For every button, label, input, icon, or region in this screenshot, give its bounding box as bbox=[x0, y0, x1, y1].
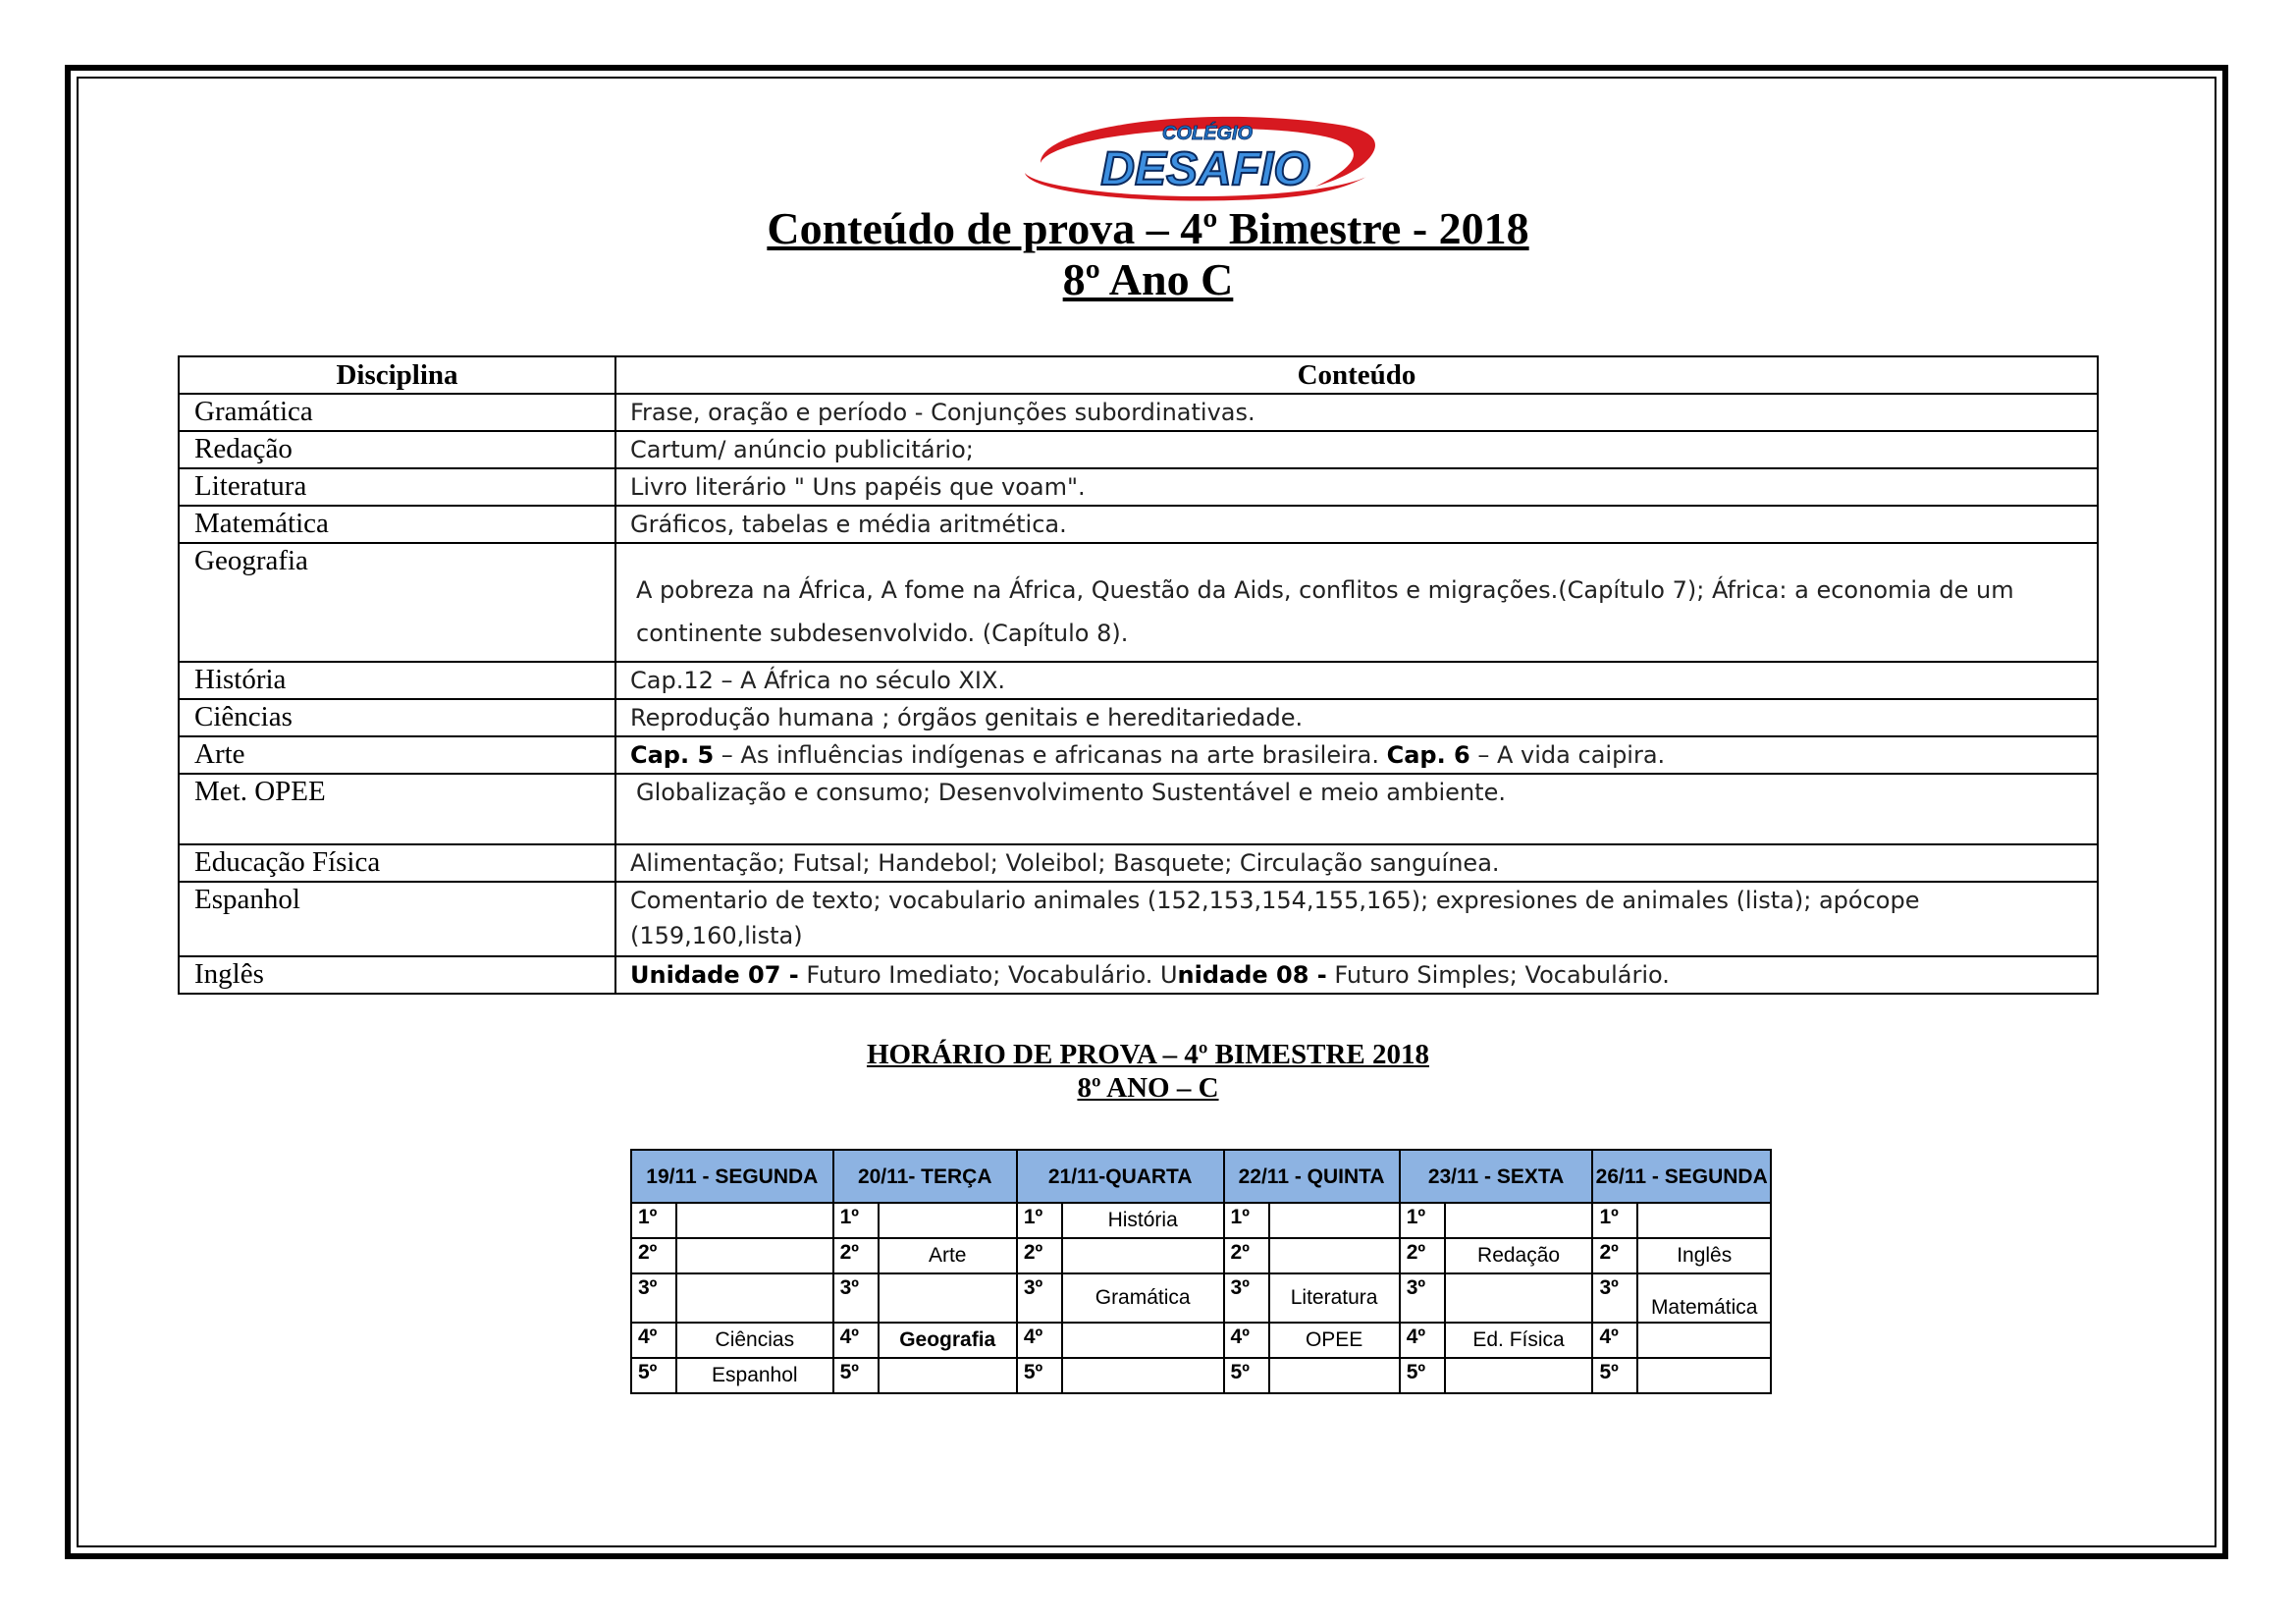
schedule-table bbox=[630, 1149, 1772, 1394]
schedule-row bbox=[631, 1323, 1771, 1358]
discipline-cell: Espanhol bbox=[179, 882, 615, 956]
slot-label: 2º bbox=[1400, 1238, 1445, 1273]
page-title: Conteúdo de prova – 4º Bimestre - 2018 bbox=[767, 203, 1529, 253]
table-row bbox=[179, 431, 2098, 468]
exam-cell bbox=[1445, 1273, 1593, 1323]
table-row bbox=[179, 662, 2098, 699]
exam-cell: Ed. Física bbox=[1445, 1323, 1593, 1358]
day-header: 21/11-QUARTA bbox=[1017, 1150, 1224, 1203]
exam-cell bbox=[1269, 1358, 1400, 1393]
exam-cell: Gramática bbox=[1062, 1273, 1224, 1323]
exam-cell bbox=[879, 1273, 1017, 1323]
slot-label: 2º bbox=[1592, 1238, 1637, 1273]
column-header-disciplina: Disciplina bbox=[179, 356, 615, 394]
slot-label: 3º bbox=[1224, 1273, 1269, 1323]
unit-label: Unidade 07 - bbox=[630, 961, 799, 989]
exam-cell bbox=[1062, 1323, 1224, 1358]
content-cell: Gráficos, tabelas e média aritmética. bbox=[615, 506, 2098, 543]
exam-cell bbox=[1269, 1203, 1400, 1238]
slot-label: 2º bbox=[1224, 1238, 1269, 1273]
slot-label: 2º bbox=[631, 1238, 676, 1273]
content-cell: Cap. 5 – As influências indígenas e africanas na arte brasileira. Cap. 6 – A vida caipira. bbox=[615, 736, 2098, 774]
table-row bbox=[179, 699, 2098, 736]
discipline-cell: Met. OPEE bbox=[179, 774, 615, 844]
slot-label: 1º bbox=[1224, 1203, 1269, 1238]
discipline-cell: Arte bbox=[179, 736, 615, 774]
discipline-cell: Matemática bbox=[179, 506, 615, 543]
exam-cell bbox=[879, 1203, 1017, 1238]
day-header: 22/11 - QUINTA bbox=[1224, 1150, 1400, 1203]
discipline-cell: Ciências bbox=[179, 699, 615, 736]
content-cell: Unidade 07 - Futuro Imediato; Vocabulário. Unidade 08 - Futuro Simples; Vocabulário. bbox=[615, 956, 2098, 994]
day-header: 20/11- TERÇA bbox=[833, 1150, 1017, 1203]
exam-cell: Espanhol bbox=[676, 1358, 833, 1393]
exam-cell bbox=[1445, 1203, 1593, 1238]
slot-label: 3º bbox=[1400, 1273, 1445, 1323]
slot-label: 5º bbox=[1592, 1358, 1637, 1393]
slot-label: 4º bbox=[1224, 1323, 1269, 1358]
exam-cell: Ciências bbox=[676, 1323, 833, 1358]
schedule-row bbox=[631, 1238, 1771, 1273]
schedule-header-row bbox=[631, 1150, 1771, 1203]
discipline-cell: História bbox=[179, 662, 615, 699]
exam-cell bbox=[1637, 1358, 1771, 1393]
day-header: 26/11 - SEGUNDA bbox=[1592, 1150, 1771, 1203]
content-cell: Cartum/ anúncio publicitário; bbox=[615, 431, 2098, 468]
schedule-title: HORÁRIO DE PROVA – 4º BIMESTRE 2018 bbox=[866, 1039, 1429, 1070]
colegio-desafio-logo bbox=[1021, 104, 1384, 206]
schedule-row bbox=[631, 1358, 1771, 1393]
slot-label: 5º bbox=[1017, 1358, 1062, 1393]
content-cell: Livro literário " Uns papéis que voam". bbox=[615, 468, 2098, 506]
exam-cell: Redação bbox=[1445, 1238, 1593, 1273]
chapter-label: Cap. 5 bbox=[630, 741, 715, 769]
slot-label: 2º bbox=[833, 1238, 879, 1273]
table-row bbox=[179, 468, 2098, 506]
slot-label: 5º bbox=[1224, 1358, 1269, 1393]
exam-cell bbox=[1637, 1323, 1771, 1358]
table-row bbox=[179, 736, 2098, 774]
table-row bbox=[179, 956, 2098, 994]
schedule-row bbox=[631, 1203, 1771, 1238]
svg-text:COLÉGIO: COLÉGIO bbox=[1161, 123, 1254, 144]
exam-cell bbox=[676, 1238, 833, 1273]
schedule-row bbox=[631, 1273, 1771, 1323]
chapter-label: Cap. 6 bbox=[1386, 741, 1470, 769]
exam-cell bbox=[1269, 1238, 1400, 1273]
content-cell: Reprodução humana ; órgãos genitais e hereditariedade. bbox=[615, 699, 2098, 736]
exam-cell bbox=[1637, 1203, 1771, 1238]
slot-label: 4º bbox=[631, 1323, 676, 1358]
slot-label: 3º bbox=[631, 1273, 676, 1323]
exam-cell: História bbox=[1062, 1203, 1224, 1238]
exam-cell: Literatura bbox=[1269, 1273, 1400, 1323]
slot-label: 2º bbox=[1017, 1238, 1062, 1273]
page-subtitle: 8º Ano C bbox=[1062, 254, 1234, 304]
slot-label: 1º bbox=[631, 1203, 676, 1238]
slot-label: 1º bbox=[833, 1203, 879, 1238]
exam-cell: Inglês bbox=[1637, 1238, 1771, 1273]
discipline-cell: Educação Física bbox=[179, 844, 615, 882]
slot-label: 1º bbox=[1017, 1203, 1062, 1238]
table-row bbox=[179, 543, 2098, 662]
exam-cell bbox=[1445, 1358, 1593, 1393]
day-header: 23/11 - SEXTA bbox=[1400, 1150, 1593, 1203]
slot-label: 1º bbox=[1400, 1203, 1445, 1238]
slot-label: 4º bbox=[1592, 1323, 1637, 1358]
content-cell: Comentario de texto; vocabulario animales (152,153,154,155,165); expresiones de animales (lista); apócope (159,160,lista) bbox=[615, 882, 2098, 956]
slot-label: 4º bbox=[1017, 1323, 1062, 1358]
schedule-subtitle: 8º ANO – C bbox=[1077, 1072, 1219, 1104]
exam-cell bbox=[676, 1273, 833, 1323]
exam-cell bbox=[676, 1203, 833, 1238]
slot-label: 5º bbox=[833, 1358, 879, 1393]
column-header-conteudo: Conteúdo bbox=[615, 356, 2098, 394]
slot-label: 3º bbox=[1017, 1273, 1062, 1323]
day-header: 19/11 - SEGUNDA bbox=[631, 1150, 833, 1203]
content-cell: Globalização e consumo; Desenvolvimento Sustentável e meio ambiente. bbox=[615, 774, 2098, 844]
slot-label: 4º bbox=[1400, 1323, 1445, 1358]
content-cell: A pobreza na África, A fome na África, Questão da Aids, conflitos e migrações.(Capítulo 7); África: a economia de um continente subdesenvolvido. (Capítulo 8). bbox=[615, 543, 2098, 662]
exam-cell: Arte bbox=[879, 1238, 1017, 1273]
discipline-cell: Gramática bbox=[179, 394, 615, 431]
discipline-cell: Literatura bbox=[179, 468, 615, 506]
table-row bbox=[179, 844, 2098, 882]
exam-cell: Matemática bbox=[1637, 1273, 1771, 1323]
svg-text:DESAFIO: DESAFIO bbox=[1100, 143, 1310, 195]
table-row bbox=[179, 882, 2098, 956]
content-cell: Cap.12 – A África no século XIX. bbox=[615, 662, 2098, 699]
table-row bbox=[179, 506, 2098, 543]
exam-cell: OPEE bbox=[1269, 1323, 1400, 1358]
exam-cell bbox=[1062, 1238, 1224, 1273]
slot-label: 1º bbox=[1592, 1203, 1637, 1238]
slot-label: 5º bbox=[631, 1358, 676, 1393]
slot-label: 5º bbox=[1400, 1358, 1445, 1393]
slot-label: 4º bbox=[833, 1323, 879, 1358]
table-row bbox=[179, 774, 2098, 844]
exam-cell bbox=[879, 1358, 1017, 1393]
content-cell: Frase, oração e período - Conjunções subordinativas. bbox=[615, 394, 2098, 431]
discipline-cell: Redação bbox=[179, 431, 615, 468]
exam-cell: Geografia bbox=[879, 1323, 1017, 1358]
slot-label: 3º bbox=[1592, 1273, 1637, 1323]
discipline-cell: Inglês bbox=[179, 956, 615, 994]
unit-label: nidade 08 - bbox=[1177, 961, 1327, 989]
discipline-cell: Geografia bbox=[179, 543, 615, 662]
slot-label: 3º bbox=[833, 1273, 879, 1323]
content-cell: Alimentação; Futsal; Handebol; Voleibol; Basquete; Circulação sanguínea. bbox=[615, 844, 2098, 882]
table-row bbox=[179, 394, 2098, 431]
content-table-header bbox=[179, 356, 2098, 394]
content-table bbox=[178, 355, 2099, 995]
exam-cell bbox=[1062, 1358, 1224, 1393]
